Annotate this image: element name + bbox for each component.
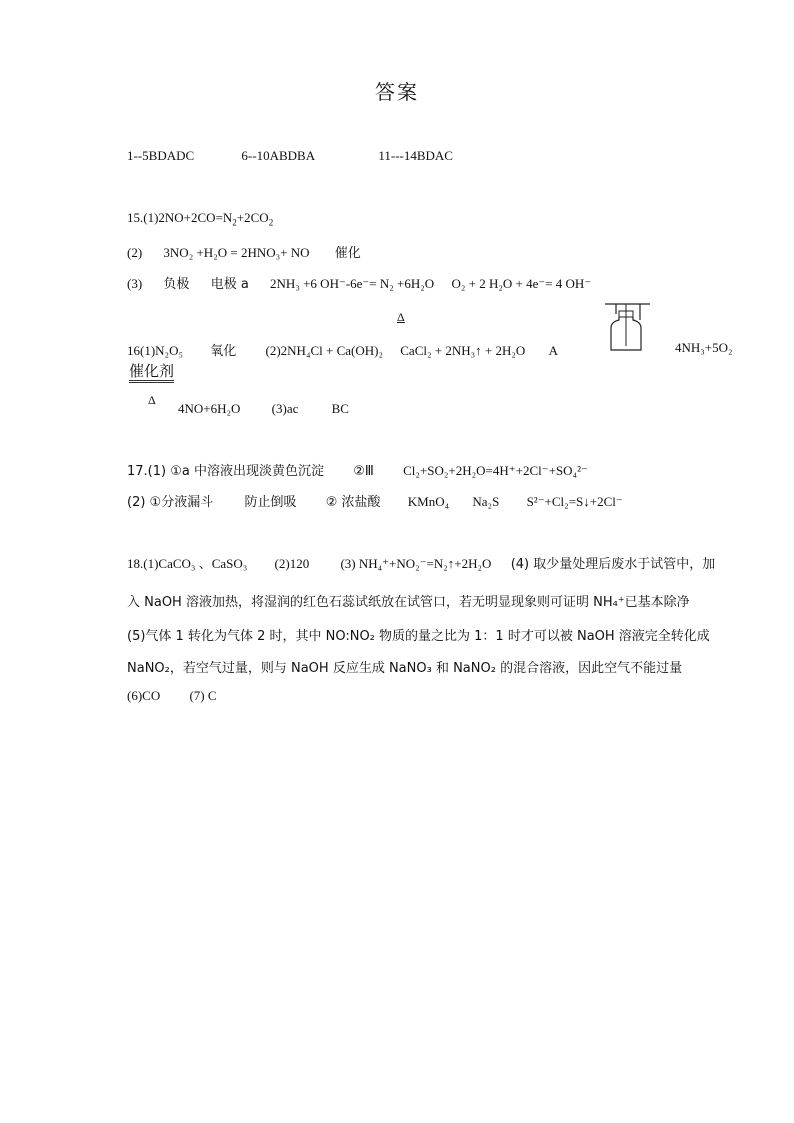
gas-bottle-icon xyxy=(604,300,652,354)
q16-oxidation-products: 4NO+6H₂O xyxy=(178,401,241,416)
q18-3-answer: (3) NH₄⁺+NO₂⁻=N₂↑+2H₂O xyxy=(340,556,492,571)
q15-line-3 xyxy=(127,273,591,292)
q16-3-answer: (3)ac xyxy=(271,401,299,416)
q15-3-cathode-equation: O₂ + 2 H₂O + 4e⁻= 4 OH⁻ xyxy=(451,276,592,291)
mc-range-1: 1--5BDADC xyxy=(127,148,195,163)
q17-1-device: ②Ⅲ xyxy=(353,464,374,479)
q15-3-anode-equation: 2NH₃ +6 OH⁻-6e⁻= N₂ +6H₂O xyxy=(270,276,435,291)
q15-3-electrode-name: 电极 a xyxy=(210,277,249,292)
q15-2-number: (2) xyxy=(127,245,143,260)
q16-line-1 xyxy=(127,340,558,359)
q17-2-reagent-3: Na₂S xyxy=(472,494,500,509)
q15-line-2 xyxy=(127,242,361,261)
q15-line-1 xyxy=(127,210,273,228)
q17-2-purpose: 防止倒吸 xyxy=(244,495,297,510)
q17-2-reagent-2: KMnO₄ xyxy=(407,494,450,509)
q18-line-5 xyxy=(127,688,217,704)
q17-line-1 xyxy=(127,460,588,479)
q17-line-2 xyxy=(127,491,623,510)
q15-3-electrode: 负极 xyxy=(163,277,190,292)
q15-2-equation: 3NO₂ +H₂O = 2HNO₃+ NO xyxy=(163,245,310,260)
q18-6-answer: (6)CO xyxy=(127,688,161,703)
q18-line-1 xyxy=(127,553,715,572)
q18-4-answer-start: (4) 取少量处理后废水于试管中，加 xyxy=(510,557,716,572)
q16-oxidation-reactants: 4NH₃+5O₂ xyxy=(675,340,733,355)
q16-2-products: CaCl₂ + 2NH₃↑ + 2H₂O xyxy=(400,343,526,358)
page-title: 答案 xyxy=(375,80,419,104)
q16-1-answer: 16(1)N₂O₅ xyxy=(127,343,183,358)
q17-2-instrument: (2) ①分液漏斗 xyxy=(127,495,214,510)
q16-heat-condition-2: Δ xyxy=(148,393,156,407)
q16-2-device: A xyxy=(548,343,558,358)
q17-1-equation: Cl₂+SO₂+2H₂O=4H⁺+2Cl⁻+SO₄²⁻ xyxy=(403,463,588,478)
q16-4-answer: BC xyxy=(331,401,349,416)
q16-heat-condition: Δ xyxy=(397,310,405,324)
mc-range-2: 6--10ABDBA xyxy=(241,148,316,163)
q18-7-answer: (7) C xyxy=(189,688,217,703)
q18-2-answer: (2)120 xyxy=(274,556,310,571)
q15-eq1: $15.(1)2NO+2CO=N_2+2CO_2$ xyxy=(127,210,274,228)
mc-range-3: 11---14BDAC xyxy=(378,148,453,163)
q17-1-observation: 17.(1) ①a 中溶液出现淡黄色沉淀 xyxy=(127,464,324,479)
q16-catalyst-condition: 催化剂 xyxy=(129,363,174,383)
q17-2-equation: S²⁻+Cl₂=S↓+2Cl⁻ xyxy=(526,494,623,509)
q18-line-2: 入 NaOH 溶液加热，将湿润的红色石蕊试纸放在试管口，若无明显现象则可证明 NH₄⁺已基本除净 xyxy=(127,595,690,610)
q18-1-answer: 18.(1)CaCO₃ 、CaSO₃ xyxy=(127,556,248,571)
q15-2-reaction-type: 催化 xyxy=(334,246,361,261)
q17-2-reagent-1: ② 浓盐酸 xyxy=(325,495,381,510)
q16-1-property: 氧化 xyxy=(210,344,237,359)
q16-line-2 xyxy=(178,401,349,417)
q18-line-3: (5)气体 1 转化为气体 2 时，其中 NO:NO₂ 物质的量之比为 1：1 时才可以被 NaOH 溶液完全转化成 xyxy=(127,629,710,644)
mc-answers xyxy=(127,148,453,164)
q15-3-number: (3) xyxy=(127,276,143,291)
q16-2-reactants: (2)2NH₄Cl + Ca(OH)₂ xyxy=(265,343,384,358)
q18-line-4: NaNO₂，若空气过量，则与 NaOH 反应生成 NaNO₃ 和 NaNO₂ 的混合溶液，因此空气不能过量 xyxy=(127,661,683,676)
